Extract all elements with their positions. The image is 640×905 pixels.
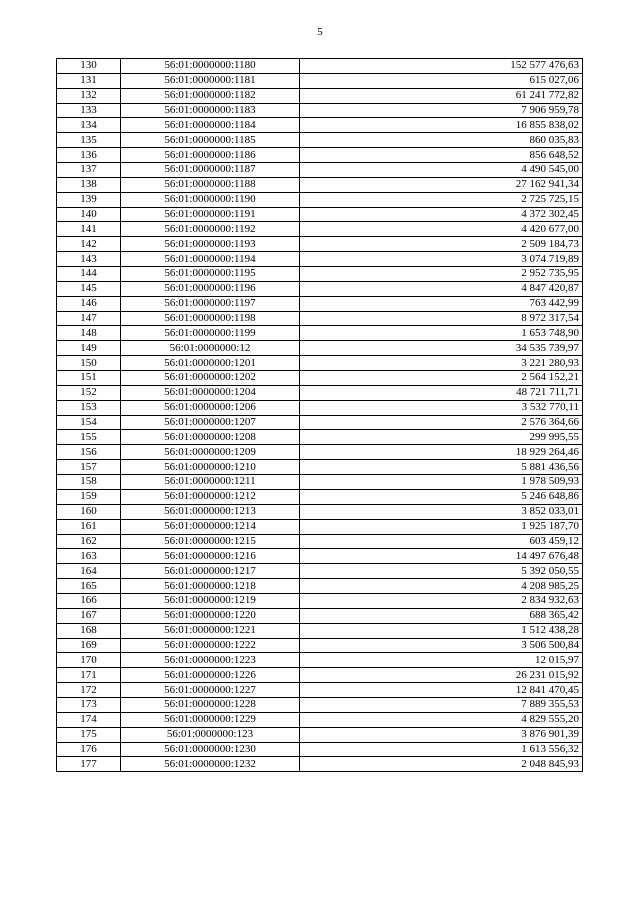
row-number: 167 bbox=[57, 608, 121, 623]
table-row bbox=[57, 742, 583, 757]
cadastral-value: 1 978 509,93 bbox=[300, 475, 583, 490]
row-number: 154 bbox=[57, 415, 121, 430]
table-row bbox=[57, 593, 583, 608]
row-number: 161 bbox=[57, 519, 121, 534]
table-row bbox=[57, 356, 583, 371]
cadastral-number: 56:01:0000000:1213 bbox=[121, 504, 300, 519]
row-number: 144 bbox=[57, 267, 121, 282]
cadastral-number: 56:01:0000000:123 bbox=[121, 727, 300, 742]
cadastral-number: 56:01:0000000:1184 bbox=[121, 118, 300, 133]
table-row bbox=[57, 281, 583, 296]
cadastral-number: 56:01:0000000:1192 bbox=[121, 222, 300, 237]
cadastral-number: 56:01:0000000:1199 bbox=[121, 326, 300, 341]
row-number: 156 bbox=[57, 445, 121, 460]
cadastral-value: 7 906 959,78 bbox=[300, 103, 583, 118]
table-row bbox=[57, 326, 583, 341]
cadastral-number: 56:01:0000000:1204 bbox=[121, 385, 300, 400]
cadastral-value: 2 564 152,21 bbox=[300, 371, 583, 386]
cadastral-value: 5 392 050,55 bbox=[300, 564, 583, 579]
cadastral-number: 56:01:0000000:12 bbox=[121, 341, 300, 356]
table-row bbox=[57, 757, 583, 772]
row-number: 173 bbox=[57, 697, 121, 712]
row-number: 150 bbox=[57, 356, 121, 371]
table-row bbox=[57, 430, 583, 445]
cadastral-value: 1 613 556,32 bbox=[300, 742, 583, 757]
table-row bbox=[57, 341, 583, 356]
cadastral-value: 14 497 676,48 bbox=[300, 549, 583, 564]
row-number: 132 bbox=[57, 88, 121, 103]
table-row bbox=[57, 623, 583, 638]
cadastral-number: 56:01:0000000:1183 bbox=[121, 103, 300, 118]
table-row bbox=[57, 133, 583, 148]
cadastral-value: 4 208 985,25 bbox=[300, 579, 583, 594]
row-number: 130 bbox=[57, 59, 121, 74]
row-number: 153 bbox=[57, 400, 121, 415]
row-number: 162 bbox=[57, 534, 121, 549]
cadastral-number: 56:01:0000000:1191 bbox=[121, 207, 300, 222]
row-number: 151 bbox=[57, 371, 121, 386]
table-row bbox=[57, 385, 583, 400]
table-row bbox=[57, 564, 583, 579]
row-number: 164 bbox=[57, 564, 121, 579]
table-body bbox=[57, 59, 583, 772]
cadastral-number: 56:01:0000000:1206 bbox=[121, 400, 300, 415]
row-number: 137 bbox=[57, 163, 121, 178]
cadastral-value: 3 506 500,84 bbox=[300, 638, 583, 653]
row-number: 169 bbox=[57, 638, 121, 653]
cadastral-value: 2 834 932,63 bbox=[300, 593, 583, 608]
cadastral-number: 56:01:0000000:1210 bbox=[121, 460, 300, 475]
cadastral-value: 2 725 725,15 bbox=[300, 192, 583, 207]
cadastral-value: 860 035,83 bbox=[300, 133, 583, 148]
table-row bbox=[57, 267, 583, 282]
table-row bbox=[57, 638, 583, 653]
table-row bbox=[57, 207, 583, 222]
row-number: 146 bbox=[57, 296, 121, 311]
row-number: 145 bbox=[57, 281, 121, 296]
cadastral-value: 3 221 280,93 bbox=[300, 356, 583, 371]
table-row bbox=[57, 415, 583, 430]
row-number: 134 bbox=[57, 118, 121, 133]
table-row bbox=[57, 400, 583, 415]
table-row bbox=[57, 727, 583, 742]
cadastral-number: 56:01:0000000:1228 bbox=[121, 697, 300, 712]
cadastral-value: 2 509 184,73 bbox=[300, 237, 583, 252]
cadastral-number: 56:01:0000000:1193 bbox=[121, 237, 300, 252]
cadastral-number: 56:01:0000000:1218 bbox=[121, 579, 300, 594]
cadastral-number: 56:01:0000000:1221 bbox=[121, 623, 300, 638]
cadastral-value: 1 925 187,70 bbox=[300, 519, 583, 534]
row-number: 155 bbox=[57, 430, 121, 445]
table-row bbox=[57, 59, 583, 74]
cadastral-number: 56:01:0000000:1185 bbox=[121, 133, 300, 148]
cadastral-value: 4 490 545,00 bbox=[300, 163, 583, 178]
cadastral-value: 3 074 719,89 bbox=[300, 252, 583, 267]
cadastral-value: 12 841 470,45 bbox=[300, 683, 583, 698]
table-row bbox=[57, 148, 583, 163]
table-row bbox=[57, 608, 583, 623]
row-number: 139 bbox=[57, 192, 121, 207]
cadastral-number: 56:01:0000000:1215 bbox=[121, 534, 300, 549]
cadastral-value: 34 535 739,97 bbox=[300, 341, 583, 356]
table-row bbox=[57, 296, 583, 311]
cadastral-value: 3 876 901,39 bbox=[300, 727, 583, 742]
row-number: 148 bbox=[57, 326, 121, 341]
row-number: 166 bbox=[57, 593, 121, 608]
cadastral-number: 56:01:0000000:1190 bbox=[121, 192, 300, 207]
cadastral-value: 61 241 772,82 bbox=[300, 88, 583, 103]
cadastral-number: 56:01:0000000:1223 bbox=[121, 653, 300, 668]
table-row bbox=[57, 683, 583, 698]
row-number: 159 bbox=[57, 489, 121, 504]
table-row bbox=[57, 712, 583, 727]
cadastral-number: 56:01:0000000:1222 bbox=[121, 638, 300, 653]
row-number: 138 bbox=[57, 177, 121, 192]
cadastral-number: 56:01:0000000:1197 bbox=[121, 296, 300, 311]
cadastral-number: 56:01:0000000:1219 bbox=[121, 593, 300, 608]
cadastral-value: 4 829 555,20 bbox=[300, 712, 583, 727]
row-number: 131 bbox=[57, 73, 121, 88]
table-row bbox=[57, 489, 583, 504]
table-row bbox=[57, 653, 583, 668]
table-row bbox=[57, 445, 583, 460]
cadastral-value-table bbox=[56, 58, 583, 772]
cadastral-number: 56:01:0000000:1209 bbox=[121, 445, 300, 460]
row-number: 165 bbox=[57, 579, 121, 594]
cadastral-value: 7 889 355,53 bbox=[300, 697, 583, 712]
table-row bbox=[57, 163, 583, 178]
cadastral-value: 2 576 364,66 bbox=[300, 415, 583, 430]
cadastral-number: 56:01:0000000:1212 bbox=[121, 489, 300, 504]
row-number: 142 bbox=[57, 237, 121, 252]
table-row bbox=[57, 371, 583, 386]
cadastral-number: 56:01:0000000:1195 bbox=[121, 267, 300, 282]
table-row bbox=[57, 177, 583, 192]
page-number: 5 bbox=[317, 26, 323, 38]
cadastral-number: 56:01:0000000:1187 bbox=[121, 163, 300, 178]
table-row bbox=[57, 222, 583, 237]
table-row bbox=[57, 192, 583, 207]
cadastral-number: 56:01:0000000:1217 bbox=[121, 564, 300, 579]
cadastral-value: 2 048 845,93 bbox=[300, 757, 583, 772]
row-number: 141 bbox=[57, 222, 121, 237]
cadastral-number: 56:01:0000000:1201 bbox=[121, 356, 300, 371]
cadastral-value: 3 852 033,01 bbox=[300, 504, 583, 519]
cadastral-value: 8 972 317,54 bbox=[300, 311, 583, 326]
table-row bbox=[57, 118, 583, 133]
cadastral-value: 3 532 770,11 bbox=[300, 400, 583, 415]
row-number: 133 bbox=[57, 103, 121, 118]
cadastral-number: 56:01:0000000:1202 bbox=[121, 371, 300, 386]
table-row bbox=[57, 475, 583, 490]
cadastral-value: 299 995,55 bbox=[300, 430, 583, 445]
row-number: 168 bbox=[57, 623, 121, 638]
row-number: 177 bbox=[57, 757, 121, 772]
cadastral-value: 16 855 838,02 bbox=[300, 118, 583, 133]
cadastral-number: 56:01:0000000:1194 bbox=[121, 252, 300, 267]
cadastral-value: 12 015,97 bbox=[300, 653, 583, 668]
table-row bbox=[57, 311, 583, 326]
table-row bbox=[57, 549, 583, 564]
row-number: 147 bbox=[57, 311, 121, 326]
cadastral-value: 1 653 748,90 bbox=[300, 326, 583, 341]
cadastral-number: 56:01:0000000:1186 bbox=[121, 148, 300, 163]
cadastral-number: 56:01:0000000:1211 bbox=[121, 475, 300, 490]
row-number: 149 bbox=[57, 341, 121, 356]
row-number: 152 bbox=[57, 385, 121, 400]
table-row bbox=[57, 103, 583, 118]
cadastral-value: 4 420 677,00 bbox=[300, 222, 583, 237]
cadastral-value: 615 027,06 bbox=[300, 73, 583, 88]
cadastral-number: 56:01:0000000:1181 bbox=[121, 73, 300, 88]
table-row bbox=[57, 88, 583, 103]
cadastral-value: 688 365,42 bbox=[300, 608, 583, 623]
table-row bbox=[57, 534, 583, 549]
cadastral-value: 152 577 476,63 bbox=[300, 59, 583, 74]
table-row bbox=[57, 460, 583, 475]
cadastral-value: 4 847 420,87 bbox=[300, 281, 583, 296]
cadastral-value: 856 648,52 bbox=[300, 148, 583, 163]
cadastral-number: 56:01:0000000:1230 bbox=[121, 742, 300, 757]
cadastral-number: 56:01:0000000:1180 bbox=[121, 59, 300, 74]
cadastral-number: 56:01:0000000:1216 bbox=[121, 549, 300, 564]
cadastral-value: 5 246 648,86 bbox=[300, 489, 583, 504]
row-number: 143 bbox=[57, 252, 121, 267]
row-number: 158 bbox=[57, 475, 121, 490]
row-number: 136 bbox=[57, 148, 121, 163]
row-number: 160 bbox=[57, 504, 121, 519]
table-row bbox=[57, 579, 583, 594]
cadastral-number: 56:01:0000000:1198 bbox=[121, 311, 300, 326]
table-row bbox=[57, 237, 583, 252]
cadastral-number: 56:01:0000000:1196 bbox=[121, 281, 300, 296]
cadastral-value: 48 721 711,71 bbox=[300, 385, 583, 400]
row-number: 172 bbox=[57, 683, 121, 698]
row-number: 171 bbox=[57, 668, 121, 683]
row-number: 163 bbox=[57, 549, 121, 564]
row-number: 140 bbox=[57, 207, 121, 222]
cadastral-number: 56:01:0000000:1214 bbox=[121, 519, 300, 534]
row-number: 176 bbox=[57, 742, 121, 757]
row-number: 174 bbox=[57, 712, 121, 727]
row-number: 175 bbox=[57, 727, 121, 742]
cadastral-value: 1 512 438,28 bbox=[300, 623, 583, 638]
table-row bbox=[57, 668, 583, 683]
table-row bbox=[57, 504, 583, 519]
table-row bbox=[57, 252, 583, 267]
cadastral-value: 4 372 302,45 bbox=[300, 207, 583, 222]
cadastral-number: 56:01:0000000:1220 bbox=[121, 608, 300, 623]
cadastral-value: 27 162 941,34 bbox=[300, 177, 583, 192]
cadastral-number: 56:01:0000000:1232 bbox=[121, 757, 300, 772]
cadastral-number: 56:01:0000000:1208 bbox=[121, 430, 300, 445]
table-row bbox=[57, 519, 583, 534]
cadastral-number: 56:01:0000000:1229 bbox=[121, 712, 300, 727]
cadastral-value: 5 881 436,56 bbox=[300, 460, 583, 475]
cadastral-number: 56:01:0000000:1182 bbox=[121, 88, 300, 103]
cadastral-number: 56:01:0000000:1227 bbox=[121, 683, 300, 698]
table-row bbox=[57, 697, 583, 712]
cadastral-value: 763 442,99 bbox=[300, 296, 583, 311]
row-number: 157 bbox=[57, 460, 121, 475]
cadastral-value: 603 459,12 bbox=[300, 534, 583, 549]
cadastral-value: 18 929 264,46 bbox=[300, 445, 583, 460]
cadastral-number: 56:01:0000000:1226 bbox=[121, 668, 300, 683]
row-number: 170 bbox=[57, 653, 121, 668]
cadastral-value: 26 231 015,92 bbox=[300, 668, 583, 683]
table-row bbox=[57, 73, 583, 88]
cadastral-number: 56:01:0000000:1207 bbox=[121, 415, 300, 430]
cadastral-number: 56:01:0000000:1188 bbox=[121, 177, 300, 192]
cadastral-value: 2 952 735,95 bbox=[300, 267, 583, 282]
row-number: 135 bbox=[57, 133, 121, 148]
